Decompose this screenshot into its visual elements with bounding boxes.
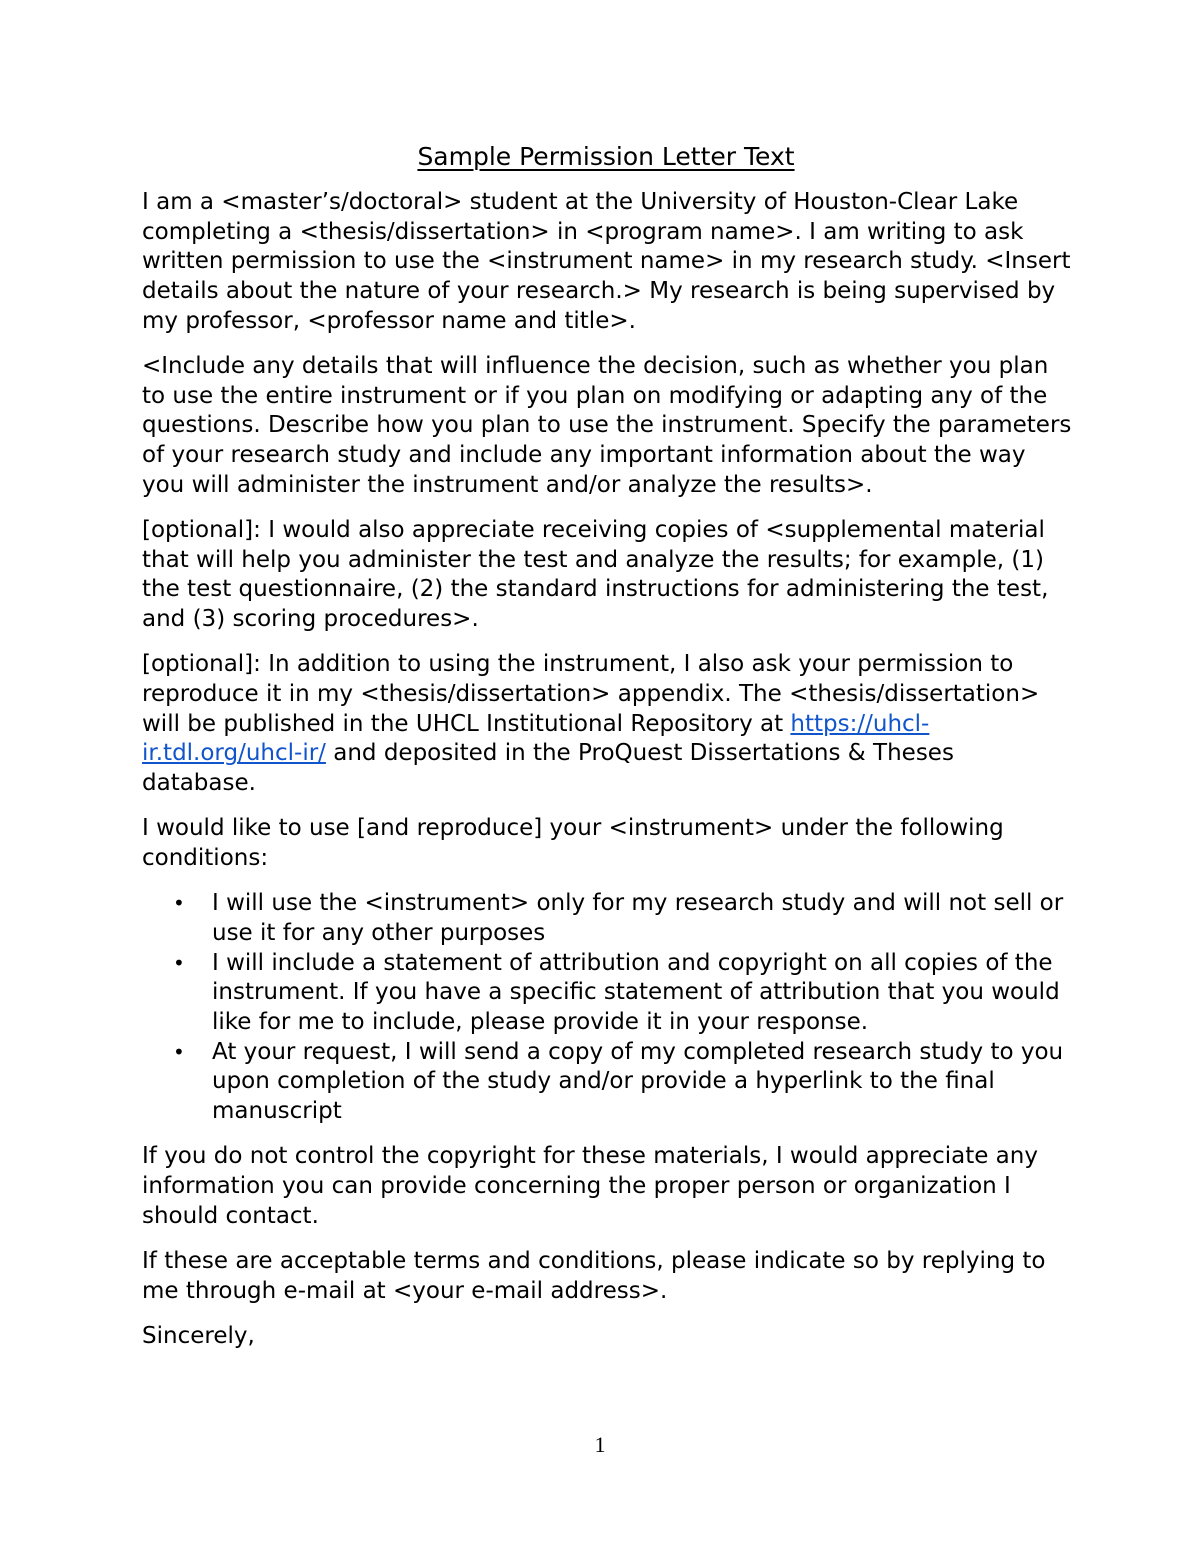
optional-reproduce-paragraph <box>142 650 1072 799</box>
condition-text: At your request, I will send a copy of my completed research study to you upon completion of the study and/or provide a hyperlink to the final manuscript <box>212 1038 1064 1125</box>
repository-link[interactable]: https://uhcl-ir.tdl.org/uhcl-ir/ <box>142 710 930 767</box>
reply-paragraph: If these are acceptable terms and conditions, please indicate so by replying to me through e-mail at <your e-mail address>. <box>142 1248 1046 1304</box>
reproduce-text-before-link: [optional]: In addition to using the instrument, I also ask your permission to reproduce it in my <thesis/dissertation> appendix. The <thesis/dissertation> will be published in the UHCL Institutional Repository at <box>142 651 1040 737</box>
closing: Sincerely, <box>142 1322 255 1349</box>
optional-copies-paragraph: [optional]: I would also appreciate receiving copies of <supplemental material that will help you administer the test and analyze the results; for example, (1) the test questionnaire, (2) the standard instructions for administering the test, and (3) scoring procedures>. <box>142 517 1049 633</box>
page-number: 1 <box>594 1432 606 1457</box>
letter-page <box>142 140 1072 1367</box>
bullet-icon: • <box>173 1039 185 1064</box>
list-item <box>173 889 1072 948</box>
list-item <box>173 1038 1072 1127</box>
list-item <box>173 949 1072 1038</box>
bullet-icon: • <box>173 891 185 916</box>
condition-text: I will include a statement of attribution and copyright on all copies of the instrument. If you have a specific statement of attribution that you would like for me to include, please provide it in your response. <box>212 949 1060 1036</box>
conditions-intro-paragraph: I would like to use [and reproduce] your <instrument> under the following conditions: <box>142 815 1004 872</box>
conditions-list <box>142 889 1072 1127</box>
copyright-control-paragraph: If you do not control the copyright for these materials, I would appreciate any information you can provide concerning the proper person or organization I should contact. <box>142 1143 1038 1229</box>
page-title: Sample Permission Letter Text <box>417 142 795 171</box>
condition-text: I will use the <instrument> only for my research study and will not sell or use it for any other purposes <box>212 890 1064 946</box>
reproduce-text-after-link: and deposited in the ProQuest Dissertations & Theses database. <box>142 740 954 797</box>
details-paragraph: <Include any details that will influence the decision, such as whether you plan to use the entire instrument or if you plan on modifying or adapting any of the questions. Describe how you plan to use the instrument. Specify the parameters of your research study and include any important information about the way you will administer the instrument and/or analyze the results>. <box>142 353 1072 498</box>
bullet-icon: • <box>173 950 185 975</box>
intro-paragraph: I am a <master’s/doctoral> student at the University of Houston-Clear Lake completing a <thesis/dissertation> in <program name>. I am writing to ask written permission to use the <instrument name> in my research study. <Insert details about the nature of your research.> My research is being supervised by my professor, <professor name and title>. <box>142 189 1071 334</box>
